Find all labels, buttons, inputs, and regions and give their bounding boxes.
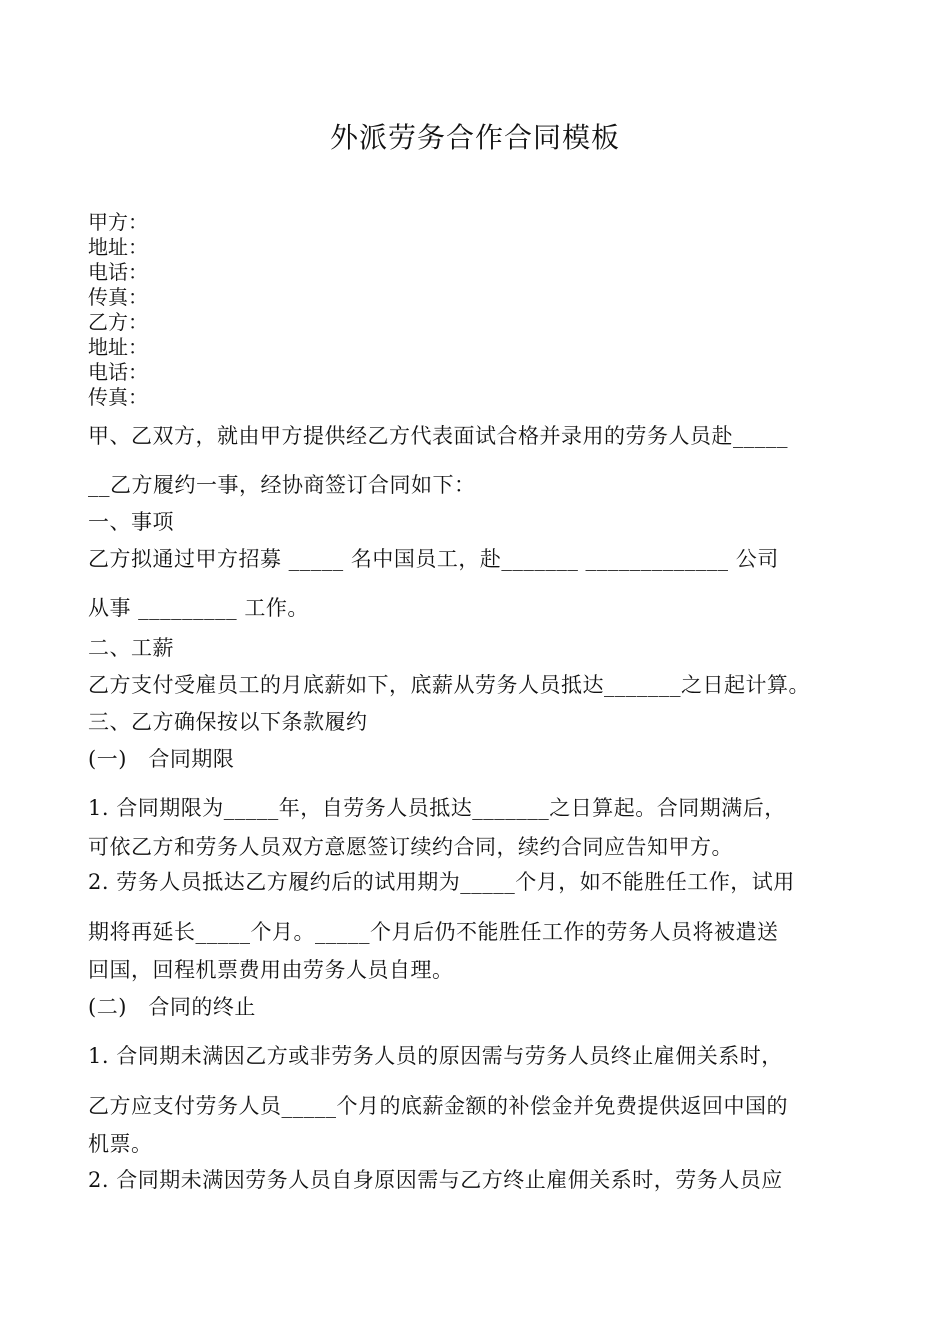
party-a-fax-label: 传真： <box>88 285 148 309</box>
document-title: 外派劳务合作合同模板 <box>329 121 620 154</box>
body-line: 乙方应支付劳务人员_____个月的底薪金额的补偿金并免费提供返回中国的 <box>88 1094 788 1118</box>
subsection-heading: (二) 合同的终止 <box>88 995 256 1019</box>
body-line: 1. 合同期未满因乙方或非劳务人员的原因需与劳务人员终止雇佣关系时， <box>88 1044 783 1068</box>
body-line: 2. 劳务人员抵达乙方履约后的试用期为_____个月，如不能胜任工作，试用 <box>88 870 795 894</box>
party-b-label: 乙方： <box>88 310 148 334</box>
section-heading: 二、工薪 <box>88 636 174 660</box>
party-a-phone-label: 电话： <box>88 260 148 284</box>
body-line: 机票。 <box>88 1132 153 1156</box>
body-line: 期将再延长_____个月。_____个月后仍不能胜任工作的劳务人员将被遣送 <box>88 920 779 944</box>
party-a-address-label: 地址： <box>88 235 148 259</box>
body-line: 1. 合同期限为_____年，自劳务人员抵达_______之日算起。合同期满后， <box>88 796 786 820</box>
body-line: 从事 _________ 工作。 <box>88 596 309 620</box>
subsection-heading: (一) 合同期限 <box>88 747 235 771</box>
body-line: 回国，回程机票费用由劳务人员自理。 <box>88 958 454 982</box>
party-b-address-label: 地址： <box>88 335 148 359</box>
body-line: 可依乙方和劳务人员双方意愿签订续约合同，续约合同应告知甲方。 <box>88 835 733 859</box>
body-line: 2. 合同期未满因劳务人员自身原因需与乙方终止雇佣关系时，劳务人员应 <box>88 1168 783 1192</box>
body-line: 乙方拟通过甲方招募 _____ 名中国员工，赴_______ _____________ 公司 <box>88 547 779 571</box>
party-a-label: 甲方： <box>88 210 148 234</box>
party-b-phone-label: 电话： <box>88 360 148 384</box>
body-line: 乙方支付受雇员工的月底薪如下，底薪从劳务人员抵达_______之日起计算。 <box>88 673 810 697</box>
party-b-fax-label: 传真： <box>88 385 148 409</box>
body-line: __乙方履约一事，经协商签订合同如下： <box>88 473 476 497</box>
section-heading: 一、事项 <box>88 510 174 534</box>
section-heading: 三、乙方确保按以下条款履约 <box>88 710 368 734</box>
body-line: 甲、乙双方，就由甲方提供经乙方代表面试合格并录用的劳务人员赴_____ <box>88 424 788 448</box>
